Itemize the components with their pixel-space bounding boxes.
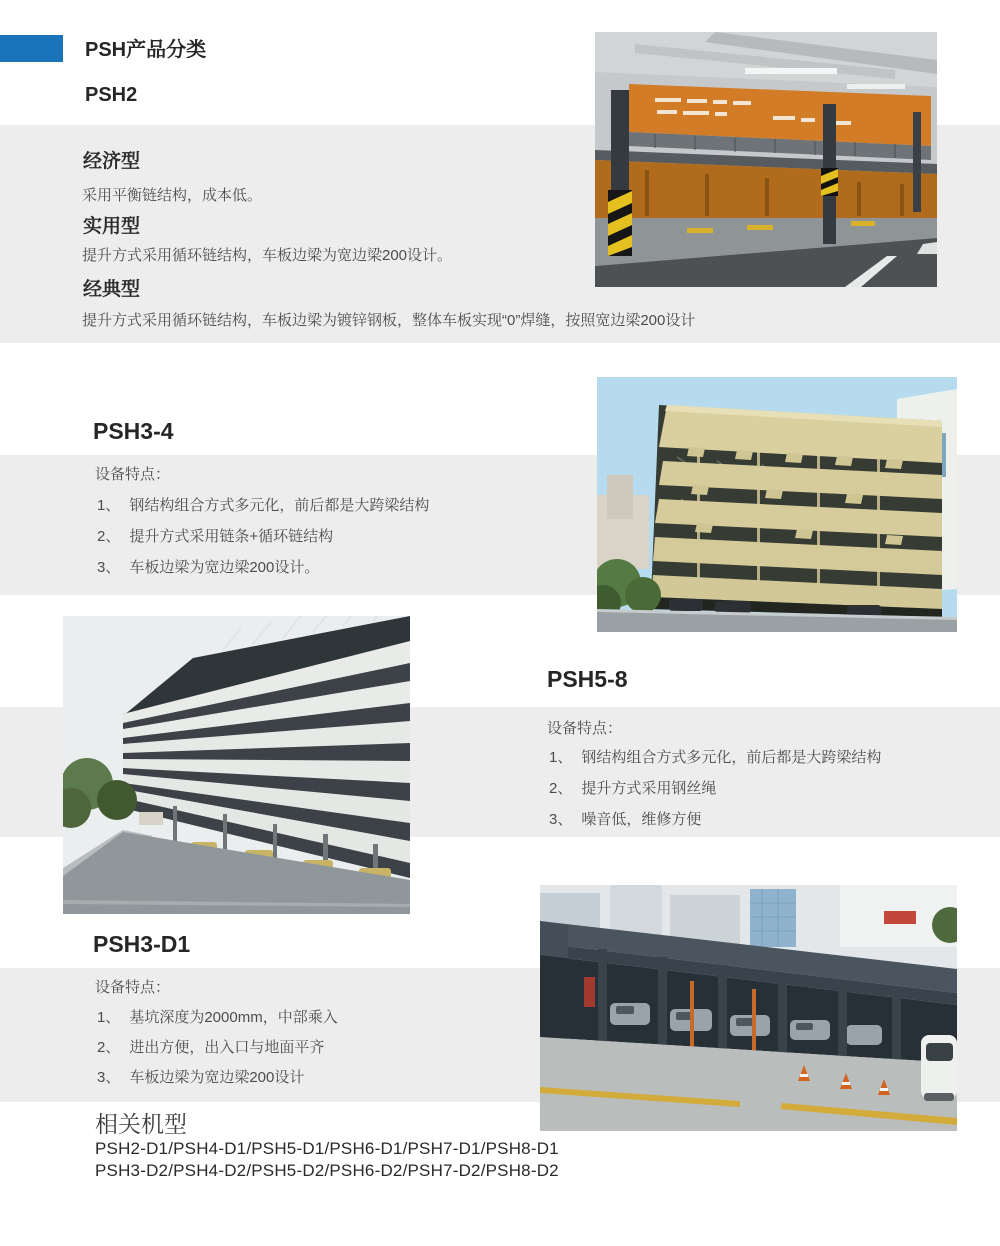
type-desc-economy: 采用平衡链结构，成本低。 (82, 187, 263, 204)
section-heading-psh34: PSH3-4 (93, 418, 174, 444)
feature-number: 1、 (549, 749, 573, 766)
related-models-heading: 相关机型 (95, 1111, 187, 1137)
section-heading-psh3d1: PSH3-D1 (93, 931, 191, 957)
psh2-photo (595, 32, 937, 287)
related-models-line-2: PSH3-D2/PSH4-D2/PSH5-D2/PSH6-D2/PSH7-D2/PSH8-D2 (95, 1161, 559, 1180)
feature-number: 2、 (549, 780, 573, 797)
feature-item (549, 746, 881, 767)
feature-item (549, 808, 701, 829)
features-label-psh34: 设备特点： (95, 466, 171, 483)
related-models-line-1: PSH2-D1/PSH4-D1/PSH5-D1/PSH6-D1/PSH7-D1/PSH8-D1 (95, 1139, 559, 1158)
feature-item (97, 556, 319, 577)
feature-item (97, 525, 333, 546)
feature-number: 1、 (97, 1009, 121, 1026)
feature-number: 3、 (97, 1069, 121, 1086)
feature-item (97, 1006, 338, 1027)
type-desc-practical: 提升方式采用循环链结构，车板边梁为宽边梁200设计。 (82, 247, 453, 264)
type-name-practical: 实用型 (83, 216, 141, 237)
feature-text: 基坑深度为2000mm，中部乘入 (129, 1009, 338, 1026)
features-label-psh58: 设备特点： (547, 720, 623, 737)
feature-number: 3、 (549, 811, 573, 828)
feature-text: 钢结构组合方式多元化，前后都是大跨梁结构 (581, 749, 882, 766)
feature-text: 提升方式采用钢丝绳 (581, 780, 717, 797)
type-name-economy: 经济型 (83, 151, 141, 172)
feature-text: 提升方式采用链条+循环链结构 (129, 528, 334, 545)
feature-number: 3、 (97, 559, 121, 576)
feature-number: 1、 (97, 497, 121, 514)
psh34-photo (597, 377, 957, 632)
section-heading-psh58: PSH5-8 (547, 666, 628, 692)
feature-text: 车板边梁为宽边梁200设计 (129, 1069, 305, 1086)
type-name-classic: 经典型 (83, 279, 141, 300)
feature-text: 车板边梁为宽边梁200设计。 (129, 559, 320, 576)
type-desc-classic: 提升方式采用循环链结构，车板边梁为镀锌钢板，整体车板实现“0”焊缝，按照宽边梁200设计 (82, 312, 696, 329)
psh58-photo (63, 616, 410, 914)
feature-item (549, 777, 716, 798)
feature-item (97, 494, 429, 515)
feature-number: 2、 (97, 1039, 121, 1056)
header-accent-bar (0, 35, 63, 62)
feature-text: 钢结构组合方式多元化，前后都是大跨梁结构 (129, 497, 430, 514)
feature-item (97, 1036, 324, 1057)
features-label-psh3d1: 设备特点： (95, 979, 171, 996)
page-title: PSH产品分类 (85, 39, 207, 61)
feature-number: 2、 (97, 528, 121, 545)
psh3d1-photo (540, 885, 957, 1131)
feature-text: 噪音低，维修方便 (581, 811, 702, 828)
feature-text: 进出方便，出入口与地面平齐 (129, 1039, 325, 1056)
feature-item (97, 1066, 304, 1087)
section-heading-psh2: PSH2 (85, 84, 138, 106)
